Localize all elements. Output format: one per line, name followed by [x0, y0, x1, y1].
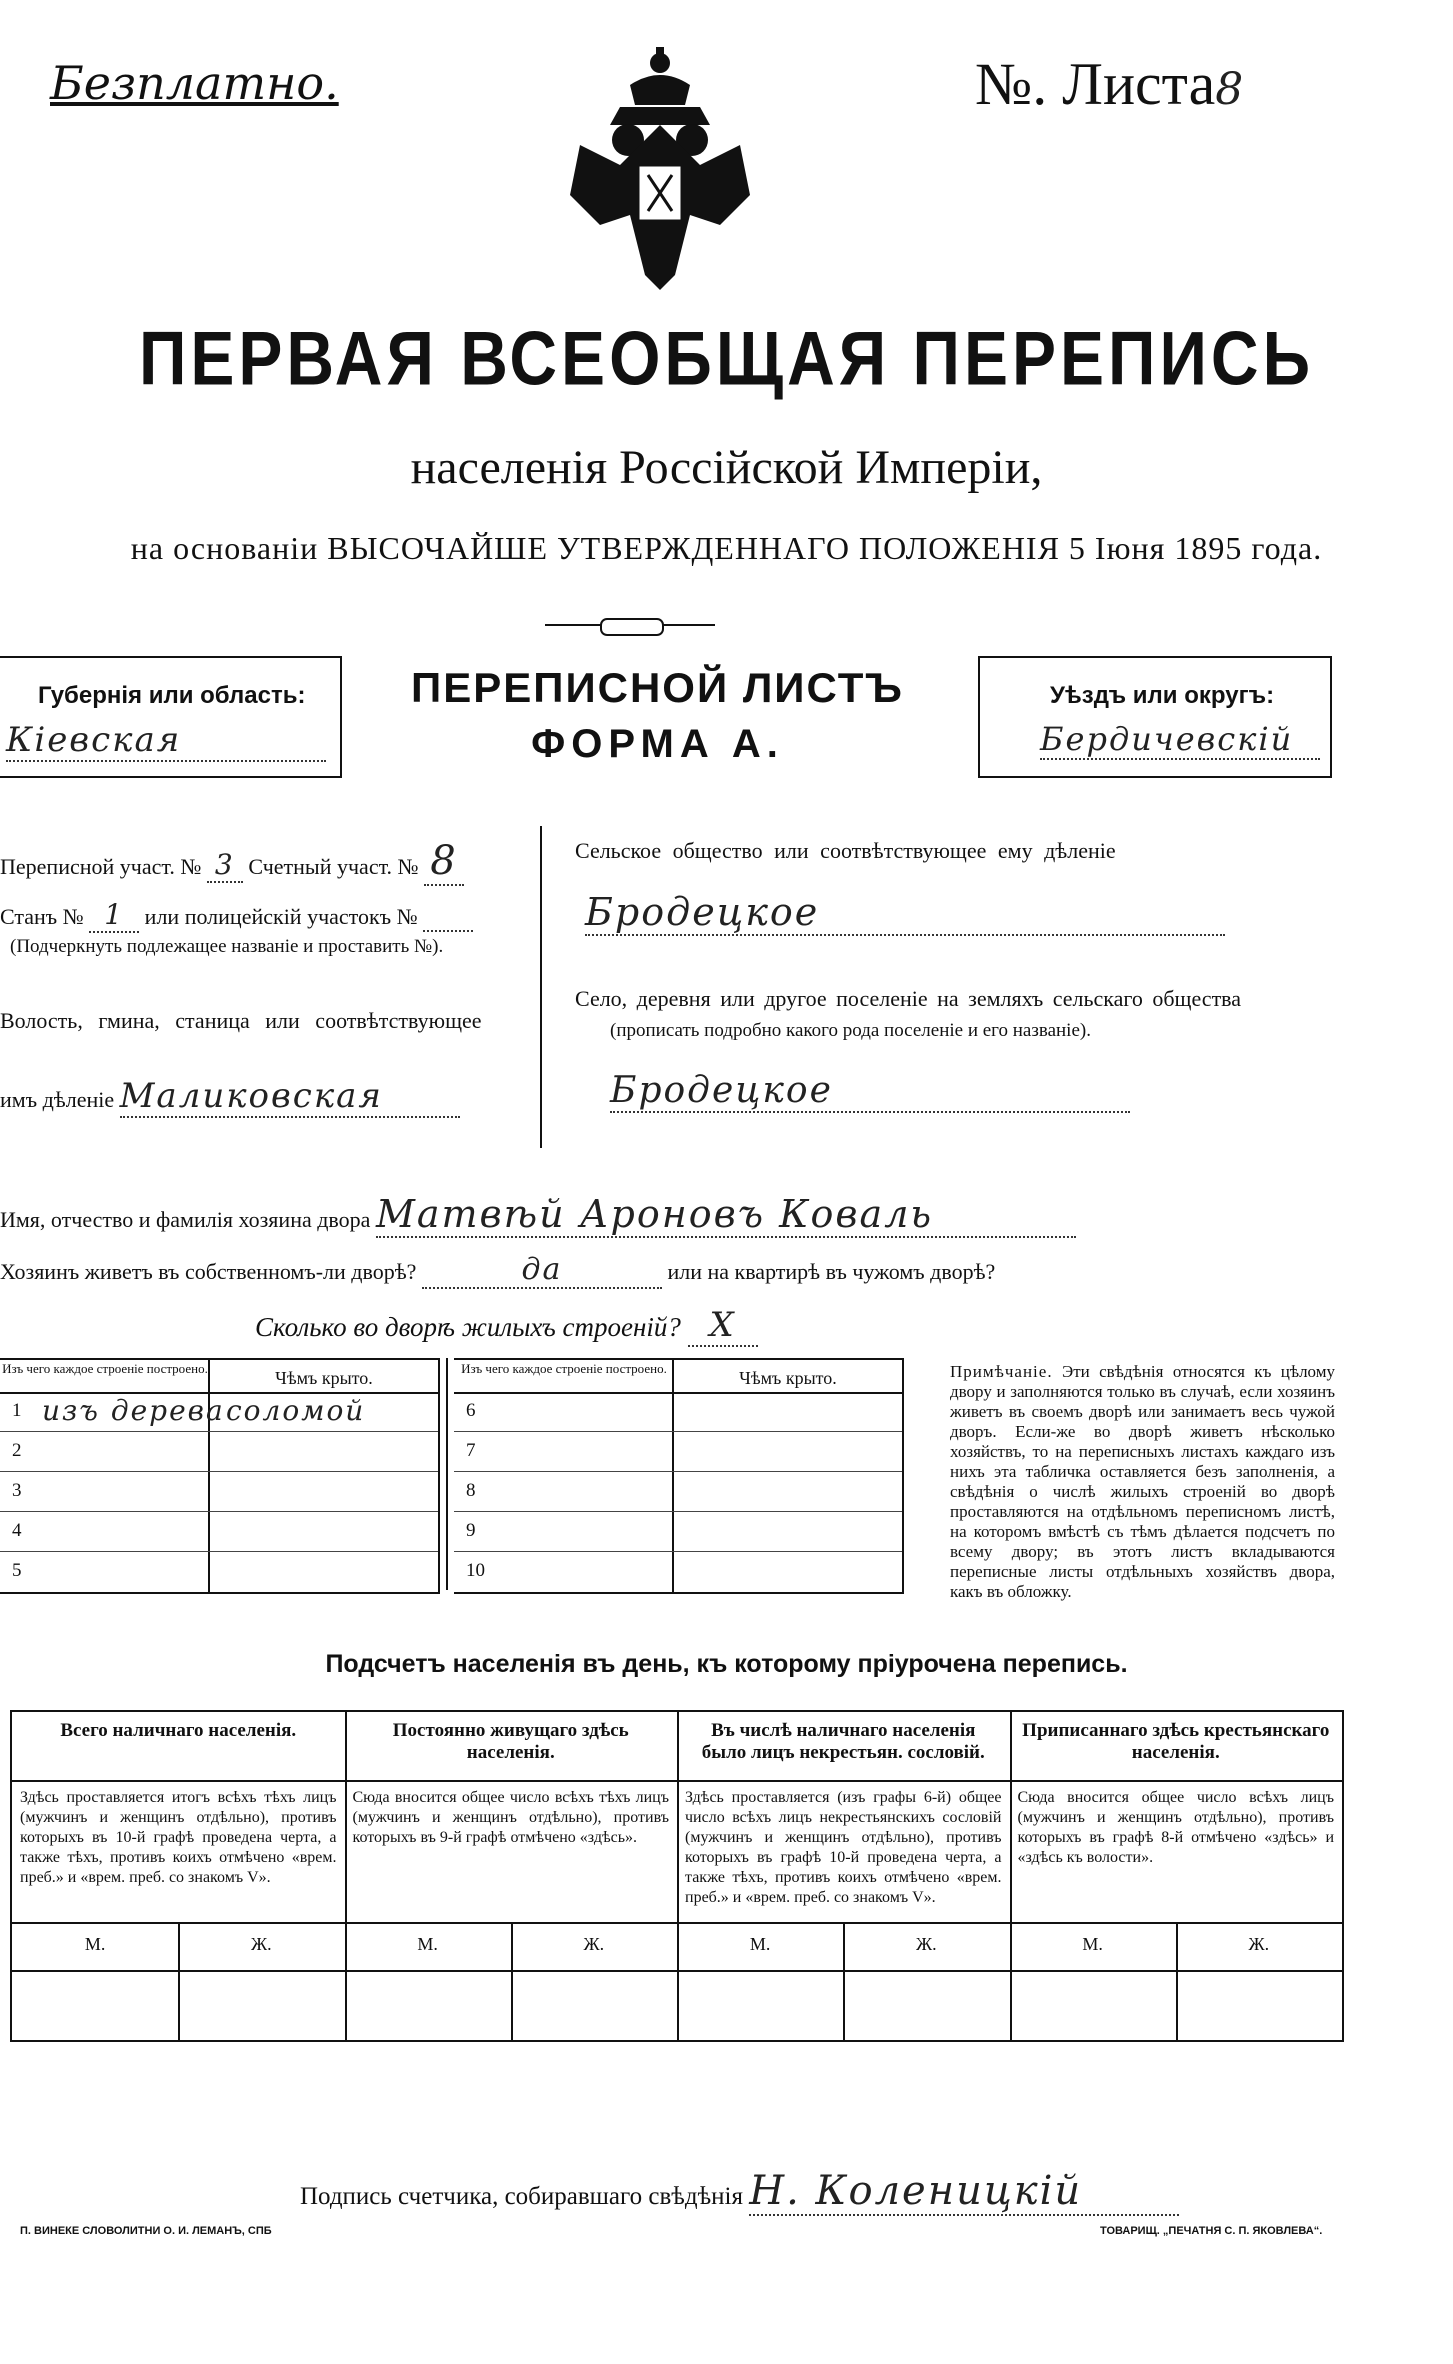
form-name: ФОРМА А.	[531, 722, 784, 766]
building-row-number: 10	[466, 1560, 485, 1581]
stan-note: (Подчеркнуть подлежащее названіе и проставить №).	[10, 936, 444, 957]
building-row-number: 4	[12, 1520, 22, 1541]
legal-basis: на основаніи ВЫСОЧАЙШЕ УТВЕРЖДЕННАГО ПОЛОЖЕНІЯ 5 Іюня 1895 года.	[130, 530, 1323, 566]
building-row-number: 2	[12, 1440, 22, 1461]
society-label: Сельское общество или соотвѣтствующее ему дѣленіе	[575, 838, 1116, 863]
owner-name-label: Имя, отчество и фамилія хозяина двора	[0, 1207, 371, 1232]
guberniya-box	[0, 656, 342, 778]
uezd-label: Уѣздъ или округъ:	[1050, 682, 1275, 709]
village-label: Село, деревня или другое поселеніе на земляхъ сельскаго общества	[575, 986, 1242, 1011]
volost-line	[0, 1076, 460, 1118]
population-zh-label: Ж.	[583, 1934, 605, 1954]
population-table	[10, 1710, 1344, 2042]
population-column-head: Въ числѣ наличнаго населенія было лицъ некрестьян. сословій.	[701, 1720, 985, 1763]
building-row-material: изъ дерева	[42, 1394, 225, 1427]
population-column	[345, 1712, 678, 2040]
population-m-label: М.	[1082, 1934, 1103, 1954]
roof-header-right: Чѣмъ крыто.	[739, 1368, 837, 1388]
volost-label: Волость, гмина, станица или соотвѣтствующее	[0, 1008, 482, 1033]
sheet-number-value: 8	[1215, 64, 1246, 115]
sheet-number-label: №. Листа	[975, 51, 1216, 117]
population-zh-label: Ж.	[916, 1934, 937, 1954]
building-row	[454, 1472, 902, 1512]
building-row-number: 8	[466, 1480, 476, 1501]
building-row	[0, 1472, 438, 1512]
buildings-value: X	[688, 1305, 758, 1347]
footer-left: П. ВИНЕКЕ СЛОВОЛИТНИ О. И. ЛЕМАНЪ, СПБ	[20, 2225, 272, 2237]
rent-label: или на квартирѣ въ чужомъ дворѣ?	[667, 1259, 996, 1284]
form-title: ПЕРЕПИСНОЙ ЛИСТЪ	[411, 664, 904, 711]
material-header: Изъ чего каждое строеніе построено.	[2, 1361, 208, 1376]
population-zh-label: Ж.	[251, 1934, 272, 1954]
population-m-label: М.	[84, 1934, 106, 1954]
uezd-box	[978, 656, 1332, 778]
building-row	[0, 1552, 438, 1592]
uchastok-line	[0, 838, 464, 886]
population-column-head: Всего наличнаго населенія.	[60, 1720, 297, 1741]
sheet-number	[975, 50, 1245, 119]
population-title: Подсчетъ населенія въ день, къ которому пріурочена перепись.	[325, 1650, 1128, 1678]
building-row	[454, 1392, 902, 1432]
volost-value: Маликовская	[120, 1076, 460, 1118]
stan-label: Станъ №	[0, 904, 84, 929]
page-subtitle: населенія Россійской Имперіи,	[410, 441, 1043, 494]
population-zh-label: Ж.	[1248, 1934, 1270, 1954]
building-row-number: 6	[466, 1400, 476, 1421]
population-column-head: Приписаннаго здѣсь крестьянскаго населенія.	[1022, 1720, 1330, 1763]
village-value: Бродецкое	[610, 1070, 1130, 1113]
building-row-number: 7	[466, 1440, 476, 1461]
note-body: Эти свѣдѣнія относятся къ цѣлому двору и заполняются только въ случаѣ, если хозяинъ живетъ въ своемъ дворѣ или занимаетъ весь чужой дворъ. Если-же во дворѣ живетъ нѣсколько хозяйствъ, то на переписныхъ листахъ каждаго изъ нихъ эта табличка оставляется безъ заполненія, а свѣдѣнія о числѣ жилыхъ строеній во дворѣ проставляются на отдѣльномъ переписномъ листѣ, на которомъ вмѣстѣ съ тѣмъ дѣлается подсчетъ по всему двору; въ этотъ листъ вкладываются переписные листы отдѣльныхъ хозяйствъ двора, какъ въ обложку.	[950, 1362, 1335, 1601]
volost-label-2: имъ дѣленіе	[0, 1087, 115, 1112]
building-row	[454, 1552, 902, 1592]
village-note: (прописать подробно какого рода поселеніе и его названіе).	[610, 1020, 1091, 1041]
owner-line	[0, 1192, 1076, 1238]
own-yard-label: Хозяинъ живетъ въ собственномъ-ли дворѣ?	[0, 1259, 417, 1284]
material-header-right: Изъ чего каждое строеніе построено.	[461, 1361, 667, 1376]
population-column-desc: Здѣсь проставляется (изъ графы 6-й) общее число всѣхъ лицъ некрестьянскихъ сословій (мужчинъ и женщинъ отдѣльно), противъ которыхъ въ графѣ 10-й проведена черта, а также тѣхъ, противъ коихъ отмѣчено «врем. преб.» и «врем. преб. со знакомъ V».	[685, 1789, 1002, 1906]
ornament-divider	[545, 618, 715, 632]
uchastok-value: 3	[207, 848, 243, 883]
free-label: Безплатно.	[50, 56, 339, 110]
schetny-value: 8	[424, 838, 464, 886]
population-column-desc: Здѣсь проставляется итогъ всѣхъ тѣхъ лицъ (мужчинъ и женщинъ отдѣльно), противъ которыхъ въ 10-й графѣ проведена черта, а также тѣхъ, противъ коихъ отмѣчено «врем. преб.» и «врем. преб. со знакомъ V».	[20, 1789, 337, 1886]
page-title: ПЕРВАЯ ВСЕОБЩАЯ ПЕРЕПИСЬ	[138, 315, 1315, 401]
building-row	[0, 1392, 438, 1432]
note-head: Примѣчаніе.	[950, 1362, 1053, 1381]
buildings-line	[255, 1305, 758, 1347]
population-column	[1010, 1712, 1343, 2040]
building-row-number: 5	[12, 1560, 22, 1581]
building-row-number: 9	[466, 1520, 476, 1541]
signature-value: Н. Коленицкій	[749, 2168, 1179, 2216]
police-label: или полицейскій участокъ №	[144, 904, 418, 929]
schetny-label: Счетный участ. №	[248, 854, 419, 879]
building-row-number: 3	[12, 1480, 22, 1501]
population-column-desc: Сюда вносится общее число всѣхъ лицъ (мужчинъ и женщинъ отдѣльно), противъ которыхъ въ графѣ 8-й отмѣчено «здѣсь» и «здѣсь къ волости».	[1017, 1789, 1334, 1866]
own-yard-line	[0, 1252, 995, 1289]
buildings-note	[950, 1362, 1335, 1602]
society-value: Бродецкое	[585, 890, 1225, 936]
population-m-label: М.	[749, 1934, 771, 1954]
fields-divider	[540, 826, 542, 1148]
building-row	[0, 1432, 438, 1472]
signature-label: Подпись счетчика, собиравшаго свѣдѣнія	[300, 2183, 743, 2210]
population-column-desc: Сюда вносится общее число всѣхъ тѣхъ лицъ (мужчинъ и женщинъ отдѣльно), противъ которыхъ въ 9-й графѣ отмѣчено «здѣсь».	[352, 1789, 669, 1846]
footer-right: ТОВАРИЩ. „ПЕЧАТНЯ С. П. ЯКОВЛЕВА“.	[1100, 2225, 1323, 2237]
roof-header: Чѣмъ крыто.	[275, 1368, 373, 1388]
building-row	[0, 1512, 438, 1552]
signature-line	[300, 2168, 1179, 2216]
population-m-label: М.	[417, 1934, 438, 1954]
building-row-roof: соломой	[226, 1394, 366, 1427]
owner-name-value: Матвѣй Ароновъ Коваль	[376, 1192, 1076, 1238]
uchastok-label: Переписной участ. №	[0, 854, 202, 879]
guberniya-label: Губернія или область:	[38, 682, 306, 709]
stan-line	[0, 898, 473, 933]
building-row	[454, 1512, 902, 1552]
guberniya-value: Кіевская	[6, 720, 326, 762]
building-row-number: 1	[12, 1400, 22, 1421]
population-column-head: Постоянно живущаго здѣсь населенія.	[392, 1720, 629, 1763]
building-row	[454, 1432, 902, 1472]
own-yard-value: да	[422, 1252, 662, 1289]
imperial-eagle-emblem	[560, 45, 760, 295]
stan-value: 1	[89, 898, 139, 933]
population-column	[12, 1712, 345, 2040]
population-column	[677, 1712, 1010, 2040]
uezd-value: Бердичевскій	[1040, 720, 1320, 760]
buildings-table	[0, 1358, 904, 1590]
buildings-label: Сколько во дворѣ жилыхъ строеній?	[255, 1312, 681, 1342]
